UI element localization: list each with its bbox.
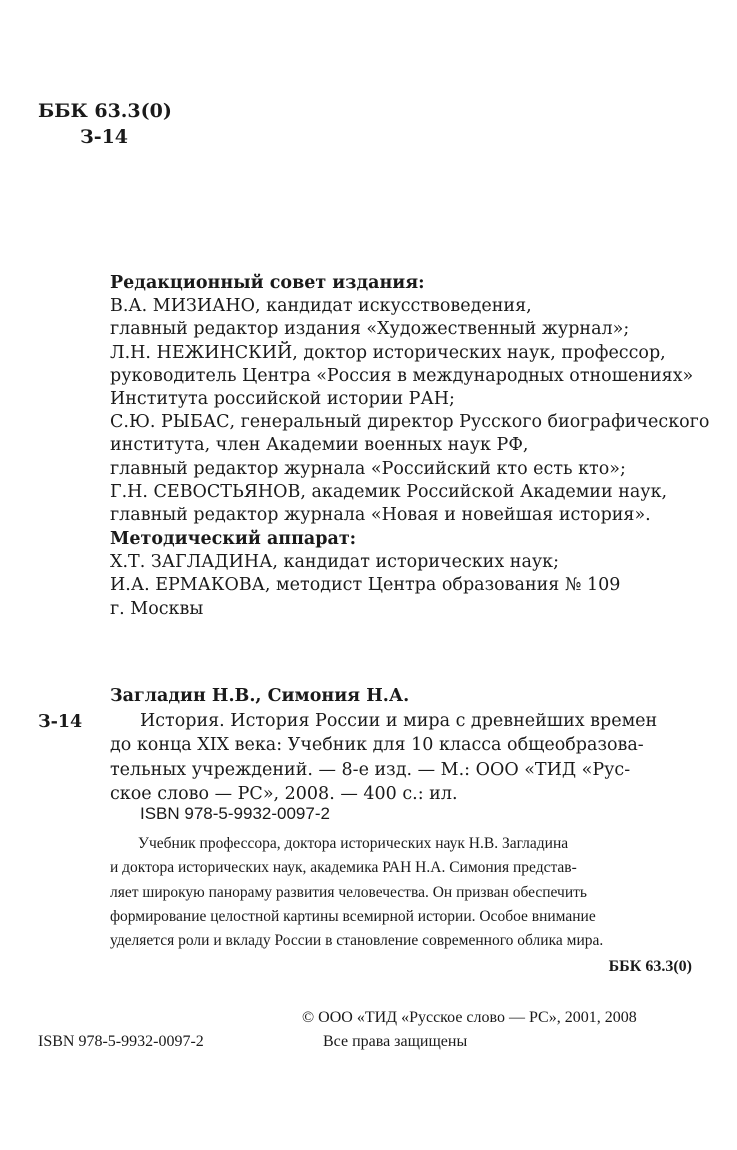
editorial-board-line: института, член Академии военных наук РФ,: [110, 435, 529, 456]
annotation-line: формирование целостной картины всемирной истории. Особое внимание: [110, 907, 596, 925]
citation-code: З-14: [38, 712, 83, 732]
editorial-board-line: В.А. МИЗИАНО, кандидат искусствоведения,: [110, 296, 532, 317]
editorial-board-line: Г.Н. СЕВОСТЬЯНОВ, академик Российской Академии наук,: [110, 481, 668, 502]
editorial-board-line: главный редактор журнала «Российский кто есть кто»;: [110, 458, 626, 479]
methodical-apparatus: [110, 528, 620, 621]
editorial-board-heading: Редакционный совет издания:: [110, 273, 425, 293]
methodical-heading: Методический аппарат:: [110, 529, 357, 549]
footer-isbn: ISBN 978-5-9932-0097-2: [38, 1033, 204, 1050]
annotation-line: и доктора исторических наук, академика РАН Н.А. Симония представ-: [110, 859, 577, 877]
citation-line: История. История России и мира с древнейших времен: [140, 711, 658, 731]
editorial-board-line: Л.Н. НЕЖИНСКИЙ, доктор исторических наук, профессор,: [110, 342, 666, 363]
citation-line: до конца XIX века: Учебник для 10 класса общеобразова-: [110, 735, 644, 756]
methodical-line: Х.Т. ЗАГЛАДИНА, кандидат исторических наук;: [110, 552, 560, 573]
citation-line: ское слово — РС», 2008. — 400 с.: ил.: [110, 783, 458, 804]
bbk-header: [38, 98, 172, 150]
annotation-line: Учебник профессора, доктора исторических наук Н.В. Загладина: [138, 835, 569, 852]
rights-reserved: Все права защищены: [323, 1033, 468, 1050]
bbk-code: ББК 63.3(0): [38, 100, 172, 122]
editorial-board-line: С.Ю. РЫБАС, генеральный директор Русского биографического: [110, 412, 710, 433]
footer-bbk: ББК 63.3(0): [608, 958, 692, 975]
citation-isbn: ISBN 978-5-9932-0097-2: [140, 804, 330, 823]
editorial-board-line: руководитель Центра «Россия в международных отношениях»: [110, 365, 694, 386]
citation-line: тельных учреждений. — 8-е изд. — М.: ООО «ТИД «Рус-: [110, 759, 631, 780]
author-mark: З-14: [80, 126, 129, 148]
copyright: © ООО «ТИД «Русское слово — РС», 2001, 2008: [302, 1009, 637, 1026]
methodical-line: г. Москвы: [110, 598, 204, 619]
annotation-line: уделяется роли и вкладу России в становление современного облика мира.: [110, 932, 604, 950]
editorial-board-line: главный редактор журнала «Новая и новейшая история».: [110, 505, 651, 526]
editorial-board: [110, 272, 709, 527]
editorial-board-line: главный редактор издания «Художественный журнал»;: [110, 319, 630, 340]
citation-description: [110, 709, 692, 806]
annotation-line: ляет широкую панораму развития человечества. Он призван обеспечить: [110, 883, 587, 901]
editorial-board-line: Института российской истории РАН;: [110, 389, 455, 410]
citation-authors: Загладин Н.В., Симония Н.А.: [110, 686, 410, 706]
annotation: [110, 832, 692, 953]
methodical-line: И.А. ЕРМАКОВА, методист Центра образования № 109: [110, 575, 621, 596]
